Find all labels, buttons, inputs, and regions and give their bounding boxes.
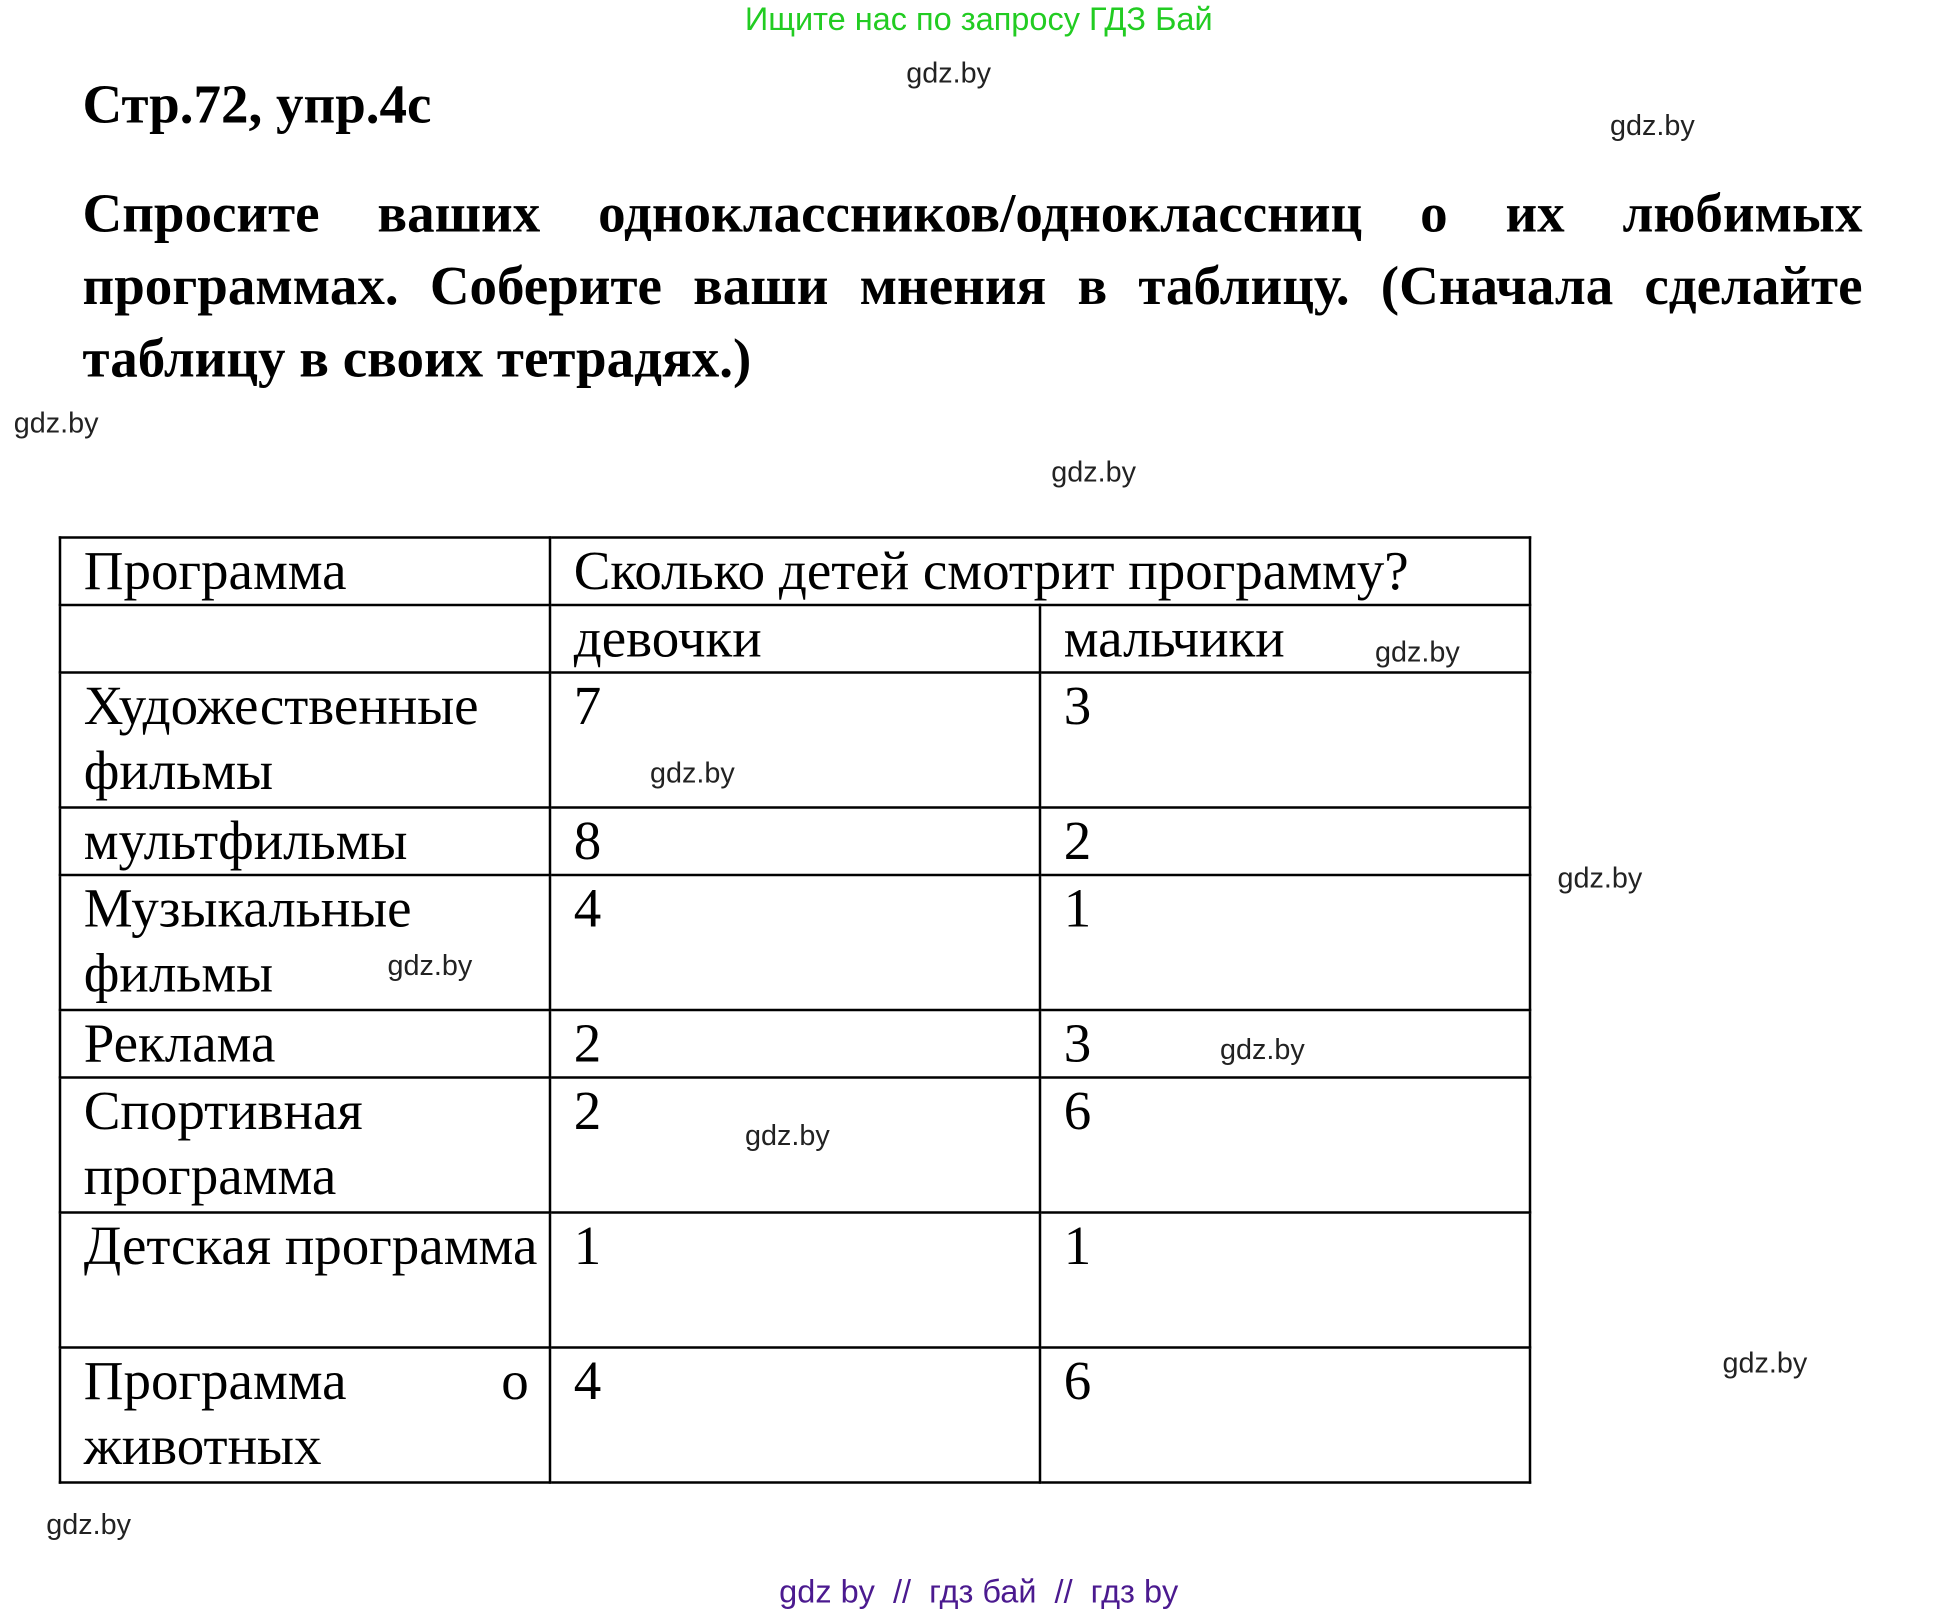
program-cell: Спортивная программа — [60, 1078, 550, 1213]
girls-cell: 8 — [550, 808, 1040, 876]
table-row — [60, 1010, 1530, 1078]
program-text: Программа — [84, 1349, 347, 1414]
girls-cell: 4 — [550, 875, 1040, 1010]
program-cell: Художественные фильмы — [60, 673, 550, 808]
boys-cell: 6 — [1040, 1078, 1530, 1213]
boys-cell: 3 — [1040, 673, 1530, 808]
table-row — [60, 875, 1530, 1010]
watermark: gdz.by — [650, 756, 735, 789]
task-text: Спросите ваших одноклассников/одноклассниц о их любимых программах. Соберите ваши мнения в таблицу. (Сначала сделайте таблицу в своих тетрадях.) — [83, 178, 1863, 396]
watermark: gdz.by — [1723, 1346, 1808, 1379]
program-text: животных — [84, 1414, 549, 1479]
boys-cell: 1 — [1040, 875, 1530, 1010]
watermark: gdz.by — [1558, 861, 1643, 894]
header-empty — [60, 605, 550, 673]
watermark: gdz.by — [1375, 635, 1460, 668]
table-row — [60, 1213, 1530, 1348]
girls-cell: 2 — [550, 1078, 1040, 1213]
girls-cell: 1 — [550, 1213, 1040, 1348]
program-cell: Реклама — [60, 1010, 550, 1078]
header-program: Программа — [60, 538, 550, 606]
watermark: gdz.by — [14, 406, 99, 439]
page-title: Стр.72, упр.4с — [83, 73, 432, 137]
header-boys: мальчики — [1040, 605, 1530, 673]
watermark: gdz.by — [1220, 1033, 1305, 1066]
footer-links: gdz by // гдз бай // гдз by — [0, 1573, 1950, 1611]
girls-cell: 4 — [550, 1348, 1040, 1483]
table-row — [60, 673, 1530, 808]
boys-cell: 2 — [1040, 808, 1530, 876]
watermark: gdz.by — [745, 1119, 830, 1152]
program-text: о — [501, 1349, 529, 1414]
watermark: gdz.by — [46, 1508, 131, 1541]
watermark: gdz.by — [1051, 455, 1136, 488]
watermark: gdz.by — [1610, 109, 1695, 142]
watermark: gdz.by — [906, 56, 991, 89]
program-cell: Детская программа — [60, 1213, 550, 1348]
watermark: gdz.by — [388, 949, 473, 982]
programs-table — [59, 536, 1532, 1484]
table-row — [60, 1348, 1530, 1483]
search-hint-banner: Ищите нас по запросу ГДЗ Бай — [0, 0, 1950, 38]
girls-cell: 2 — [550, 1010, 1040, 1078]
program-cell: мультфильмы — [60, 808, 550, 876]
girls-cell: 7 — [550, 673, 1040, 808]
program-cell: Музыкальные фильмы — [60, 875, 550, 1010]
boys-cell: 6 — [1040, 1348, 1530, 1483]
header-question: Сколько детей смотрит программу? — [550, 538, 1530, 606]
boys-cell: 1 — [1040, 1213, 1530, 1348]
program-cell — [60, 1348, 550, 1483]
boys-cell: 3 — [1040, 1010, 1530, 1078]
table-row — [60, 808, 1530, 876]
header-girls: девочки — [550, 605, 1040, 673]
